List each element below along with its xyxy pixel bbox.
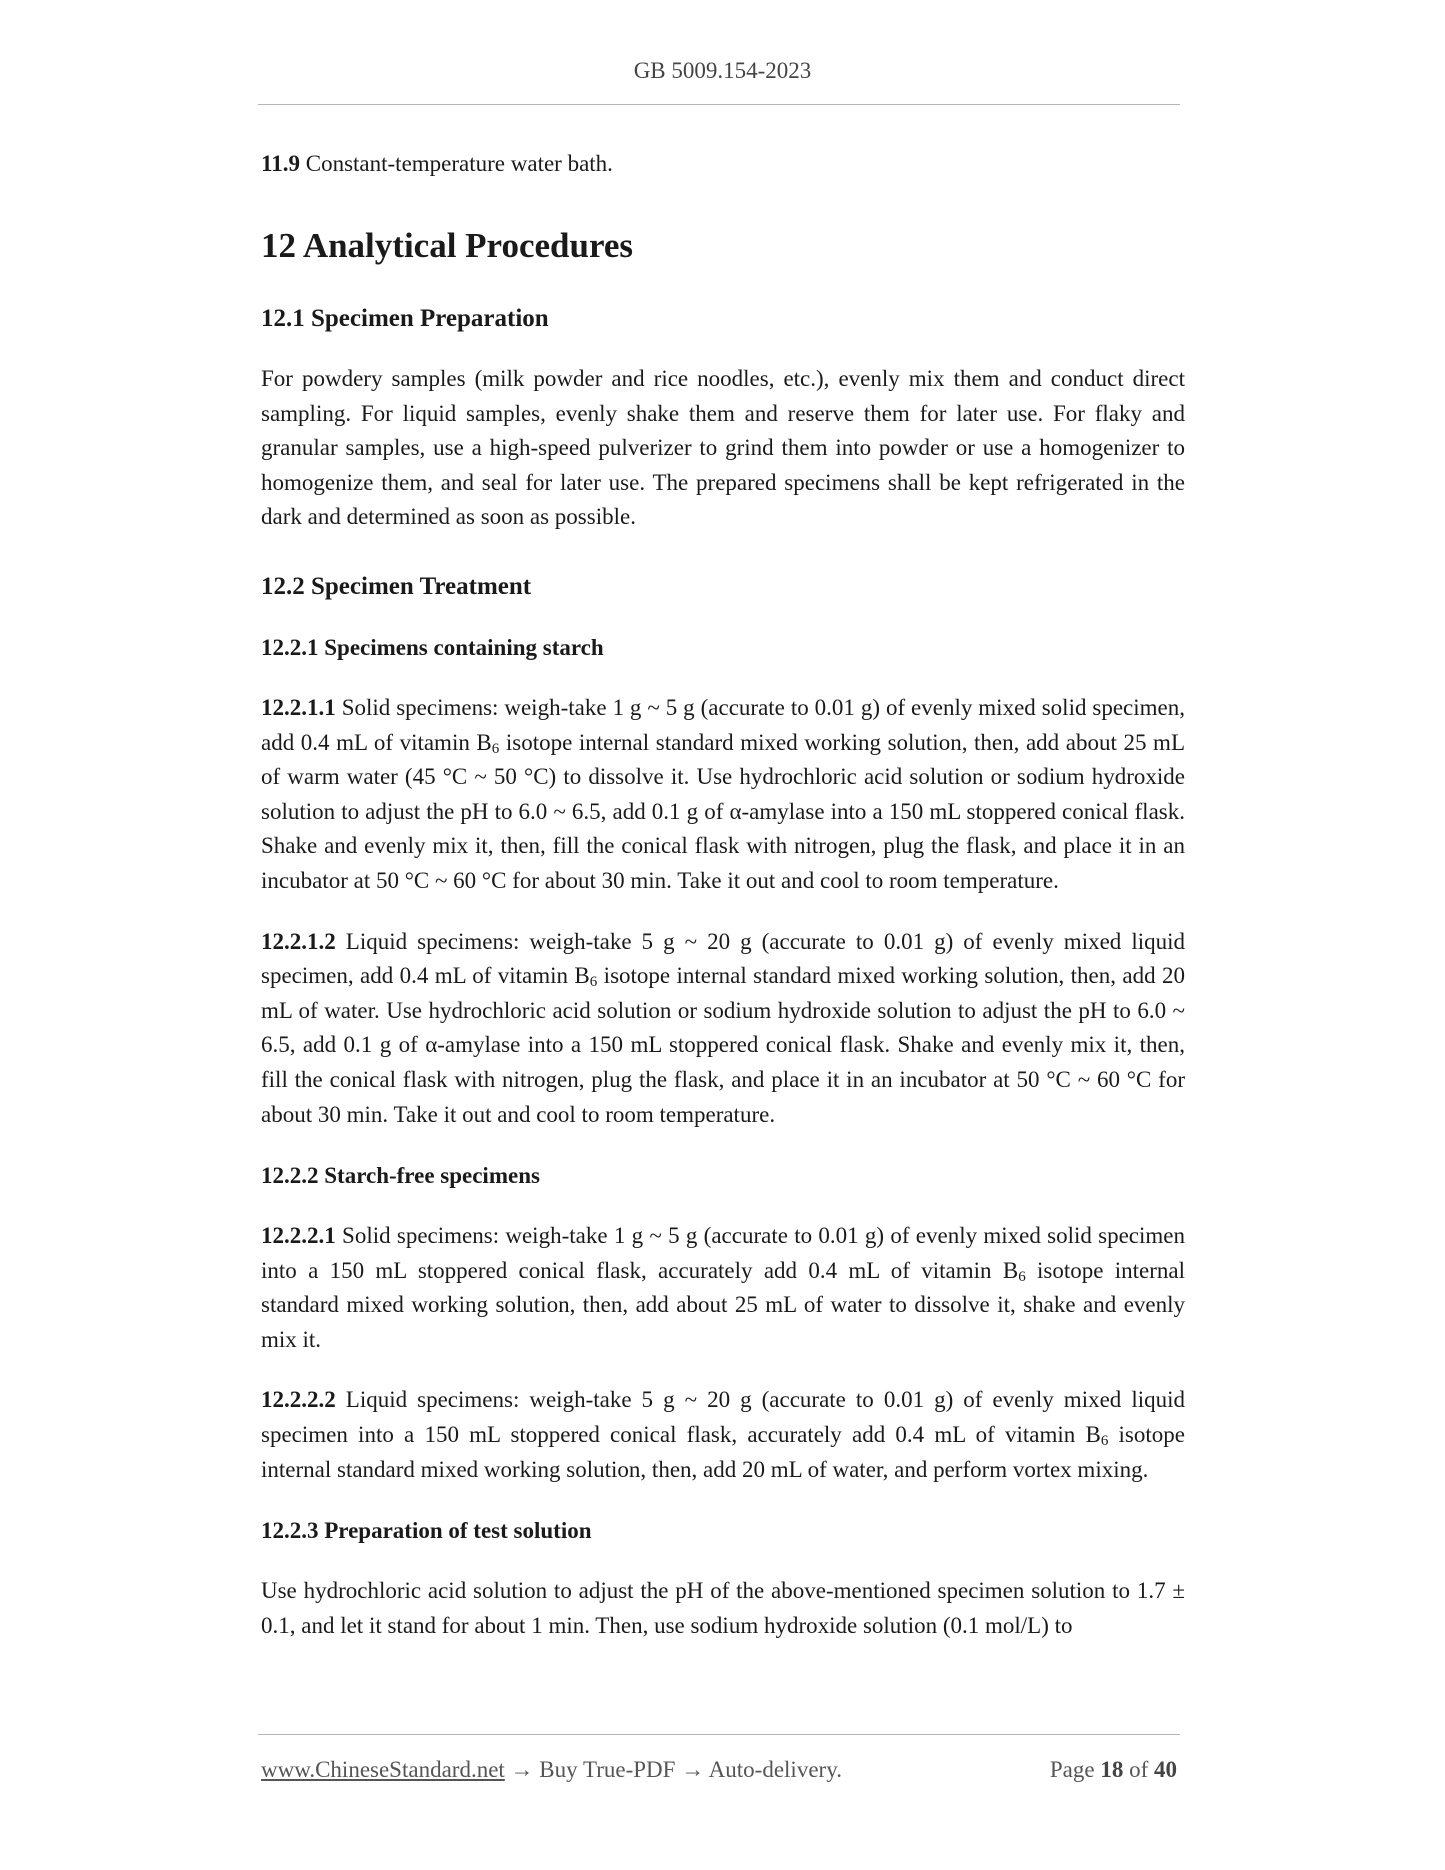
delivery-text: Auto-delivery. — [708, 1757, 842, 1782]
section-title-12-1: 12.1 Specimen Preparation — [261, 305, 549, 332]
section-title-12: 12 Analytical Procedures — [261, 226, 634, 265]
footer-promo — [261, 1757, 842, 1783]
clause-text-part1: Liquid specimens: weigh-take 5 g ~ 20 g (accurate to 0.01 g) of evenly mixed liquid specimen into a 150 mL stoppered conical flask, accurately add 0.4 mL of vitamin B — [261, 1387, 1185, 1448]
arrow-icon: → — [510, 1757, 534, 1782]
clause-text-part2: isotope internal standard mixed working solution, then, add about 25 mL of water to dissolve it, shake and evenly mix it. — [261, 1257, 1185, 1352]
item-number: 11.9 — [261, 151, 300, 176]
paragraph-12-2-3: Use hydrochloric acid solution to adjust the pH of the above-mentioned specimen solution to 1.7 ± 0.1, and let it stand for about 1 min. Then, use sodium hydroxide solution (0.1 mol/L) to — [261, 1578, 1185, 1638]
clause-number: 12.2.2.1 — [261, 1223, 336, 1249]
paragraph-12-2-1-2 — [261, 925, 1185, 1133]
clause-number: 12.2.1.1 — [261, 694, 336, 720]
of-label: of — [1129, 1757, 1149, 1782]
page-number — [1050, 1757, 1177, 1783]
arrow-icon: → — [681, 1757, 705, 1782]
clause-number: 12.2.1.2 — [261, 928, 336, 954]
paragraph-12-2-2-2 — [261, 1383, 1185, 1487]
subscript: 6 — [1100, 1433, 1109, 1450]
page-header-title: GB 5009.154-2023 — [633, 58, 812, 83]
paragraph-12-2-1-1 — [261, 691, 1185, 899]
footer-divider — [258, 1734, 1180, 1735]
paragraph-12-2-2-1 — [261, 1219, 1185, 1357]
clause-number: 12.2.2.2 — [261, 1387, 336, 1413]
item-text: Constant-temperature water bath. — [305, 151, 613, 176]
section-title-12-2-2: 12.2.2 Starch-free specimens — [261, 1163, 540, 1189]
item-11-9 — [261, 146, 1185, 181]
clause-text-part2: isotope internal standard mixed working solution, then, add 20 mL of water, and perform vortex mixing. — [261, 1422, 1185, 1482]
section-title-12-2-1: 12.2.1 Specimens containing starch — [261, 634, 604, 660]
subscript: 6 — [1018, 1268, 1026, 1285]
buy-text: Buy True-PDF — [539, 1757, 676, 1782]
section-title-12-2-3: 12.2.3 Preparation of test solution — [261, 1518, 592, 1544]
clause-text-part2: isotope internal standard mixed working solution, then, add 20 mL of water. Use hydrochloric acid solution or sodium hydroxide solution to adjust the pH to 6.0 ~ 6.5, add 0.1 g of α-amylase into a 150 mL stoppered conical flask. Shake and evenly mix it, then, fill the conical flask with nitrogen, plug the flask, and place it in an incubator at 50 °C ~ 60 °C for about 30 min. Take it out and cool to room temperature. — [261, 963, 1185, 1127]
paragraph-12-1: For powdery samples (milk powder and rice noodles, etc.), evenly mix them and conduct direct sampling. For liquid samples, evenly shake them and reserve them for later use. For flaky and granular samples, use a high-speed pulverizer to grind them into powder or use a homogenizer to homogenize them, and seal for later use. The prepared specimens shall be kept refrigerated in the dark and determined as soon as possible. — [261, 366, 1185, 530]
subscript: 6 — [491, 740, 500, 757]
page-label: Page — [1049, 1757, 1095, 1782]
clause-text-part1: Solid specimens: weigh-take 1 g ~ 5 g (accurate to 0.01 g) of evenly mixed solid specimen, add 0.4 mL of vitamin B — [261, 694, 1186, 755]
current-page: 18 — [1100, 1757, 1124, 1782]
clause-text-part1: Liquid specimens: weigh-take 5 g ~ 20 g (accurate to 0.01 g) of evenly mixed liquid specimen, add 0.4 mL of vitamin B — [261, 928, 1185, 989]
subscript: 6 — [589, 974, 598, 991]
document-body — [261, 146, 1185, 1643]
site-link: www.ChineseStandard.net — [261, 1757, 505, 1782]
clause-text-part1: Solid specimens: weigh-take 1 g ~ 5 g (accurate to 0.01 g) of evenly mixed solid specimen into a 150 mL stoppered conical flask, accurately add 0.4 mL of vitamin B — [261, 1223, 1185, 1283]
header-divider — [258, 104, 1180, 105]
clause-text-part2: isotope internal standard mixed working solution, then, add about 25 mL of warm water (45 °C ~ 50 °C) to dissolve it. Use hydrochloric acid solution or sodium hydroxide solution to adjust the pH to 6.0 ~ 6.5, add 0.1 g of α-amylase into a 150 mL stoppered conical flask. Shake and evenly mix it, then, fill the conical flask with nitrogen, plug the flask, and place it in an incubator at 50 °C ~ 60 °C for about 30 min. Take it out and cool to room temperature. — [261, 729, 1185, 893]
section-title-12-2: 12.2 Specimen Treatment — [261, 572, 532, 600]
total-pages: 40 — [1154, 1757, 1177, 1782]
